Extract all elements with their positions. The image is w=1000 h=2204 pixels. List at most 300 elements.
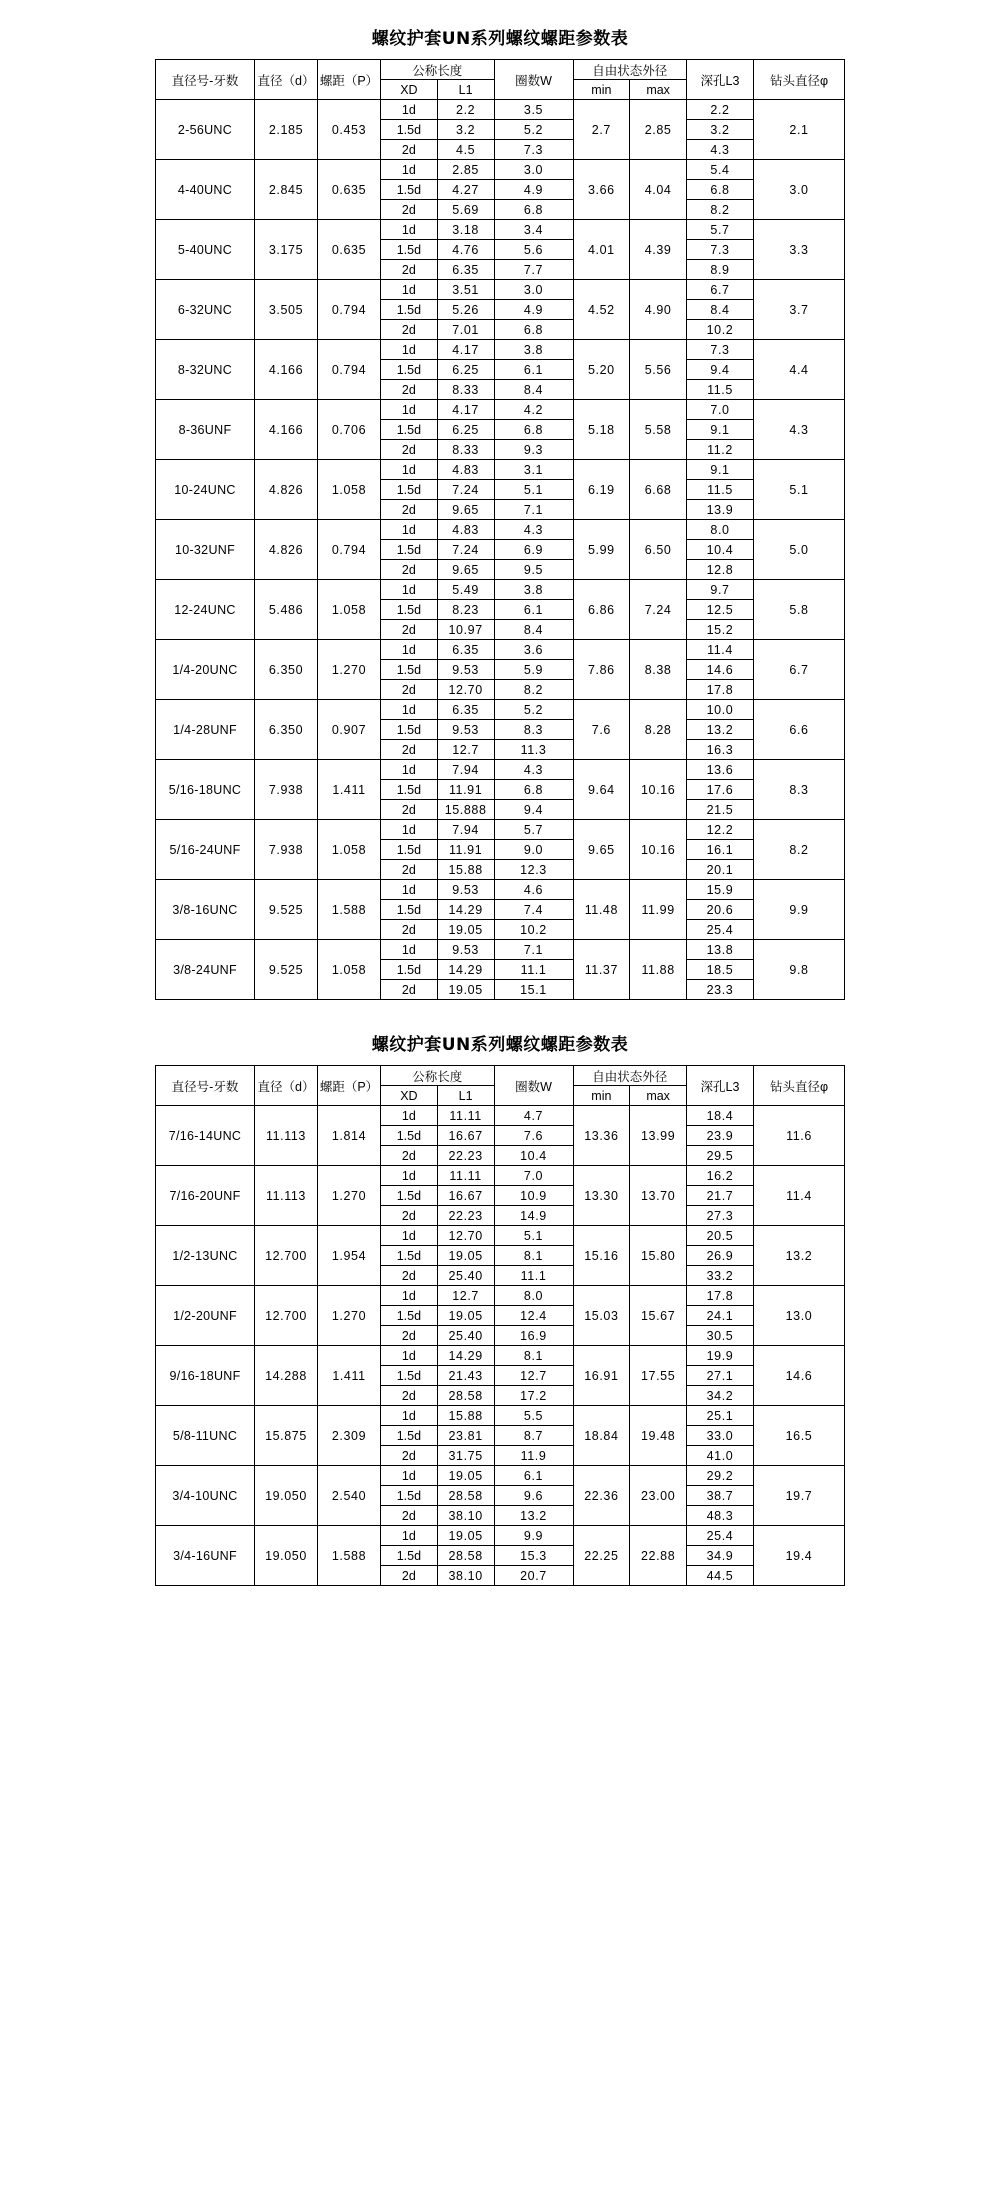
cell-diameter: 4.826 [255,520,318,580]
cell-drill: 8.3 [754,760,845,820]
cell-coils: 5.1 [494,1226,573,1246]
cell-coils: 5.2 [494,120,573,140]
cell-l3: 9.1 [687,460,754,480]
cell-xd: 2d [381,380,438,400]
table-row [156,1106,845,1126]
cell-xd: 1d [381,160,438,180]
cell-coils: 4.6 [494,880,573,900]
cell-diameter: 12.700 [255,1226,318,1286]
cell-l1: 19.05 [437,920,494,940]
cell-l3: 6.7 [687,280,754,300]
cell-coils: 8.1 [494,1346,573,1366]
table-row [156,340,845,360]
cell-l1: 21.43 [437,1366,494,1386]
cell-l3: 8.4 [687,300,754,320]
cell-xd: 2d [381,320,438,340]
cell-od-min: 2.7 [573,100,630,160]
cell-coils: 6.8 [494,320,573,340]
cell-l1: 3.51 [437,280,494,300]
cell-l1: 3.2 [437,120,494,140]
table-row [156,940,845,960]
cell-od-min: 22.25 [573,1526,630,1586]
cell-l3: 48.3 [687,1506,754,1526]
cell-l1: 28.58 [437,1486,494,1506]
cell-od-min: 16.91 [573,1346,630,1406]
cell-l3: 5.4 [687,160,754,180]
cell-drill: 13.0 [754,1286,845,1346]
cell-l3: 21.5 [687,800,754,820]
cell-l1: 5.49 [437,580,494,600]
cell-xd: 1.5d [381,240,438,260]
cell-coils: 12.7 [494,1366,573,1386]
cell-drill: 16.5 [754,1406,845,1466]
cell-od-max: 4.39 [630,220,687,280]
cell-designation: 3/8-16UNC [156,880,255,940]
header-free-od: 自由状态外径 [573,60,687,80]
cell-drill: 11.4 [754,1166,845,1226]
header-nominal-length: 公称长度 [381,60,495,80]
cell-l3: 13.8 [687,940,754,960]
cell-pitch: 1.411 [318,760,381,820]
cell-l3: 25.4 [687,920,754,940]
cell-xd: 1.5d [381,1486,438,1506]
cell-coils: 8.4 [494,620,573,640]
cell-l3: 16.1 [687,840,754,860]
cell-pitch: 0.907 [318,700,381,760]
cell-l3: 29.2 [687,1466,754,1486]
cell-l3: 8.2 [687,200,754,220]
header-pitch: 螺距（P） [318,60,381,100]
cell-coils: 14.9 [494,1206,573,1226]
cell-l3: 10.2 [687,320,754,340]
cell-od-min: 5.99 [573,520,630,580]
cell-xd: 1d [381,340,438,360]
cell-drill: 3.7 [754,280,845,340]
cell-xd: 1.5d [381,840,438,860]
cell-xd: 1.5d [381,480,438,500]
cell-xd: 1d [381,1526,438,1546]
cell-coils: 15.1 [494,980,573,1000]
cell-diameter: 7.938 [255,760,318,820]
cell-pitch: 1.814 [318,1106,381,1166]
cell-designation: 5/16-18UNC [156,760,255,820]
cell-xd: 2d [381,1386,438,1406]
cell-coils: 3.5 [494,100,573,120]
cell-designation: 5/16-24UNF [156,820,255,880]
cell-xd: 1.5d [381,720,438,740]
cell-l1: 25.40 [437,1326,494,1346]
cell-xd: 2d [381,1266,438,1286]
cell-coils: 16.9 [494,1326,573,1346]
cell-l1: 9.53 [437,880,494,900]
cell-coils: 3.1 [494,460,573,480]
table-row [156,100,845,120]
cell-coils: 7.1 [494,940,573,960]
cell-diameter: 5.486 [255,580,318,640]
cell-pitch: 1.270 [318,640,381,700]
cell-l1: 4.5 [437,140,494,160]
table-row [156,1466,845,1486]
cell-od-max: 2.85 [630,100,687,160]
cell-coils: 6.1 [494,600,573,620]
cell-coils: 8.1 [494,1246,573,1266]
cell-od-max: 5.58 [630,400,687,460]
cell-coils: 7.0 [494,1166,573,1186]
cell-xd: 1d [381,220,438,240]
cell-od-max: 15.67 [630,1286,687,1346]
cell-l3: 16.2 [687,1166,754,1186]
cell-od-min: 7.6 [573,700,630,760]
table-row [156,1406,845,1426]
cell-coils: 3.0 [494,280,573,300]
cell-l1: 15.88 [437,1406,494,1426]
cell-l1: 8.23 [437,600,494,620]
table-row [156,1166,845,1186]
cell-drill: 3.0 [754,160,845,220]
cell-od-max: 8.28 [630,700,687,760]
cell-coils: 5.6 [494,240,573,260]
cell-coils: 5.9 [494,660,573,680]
cell-diameter: 19.050 [255,1526,318,1586]
cell-l1: 23.81 [437,1426,494,1446]
cell-coils: 11.1 [494,960,573,980]
header-free-od: 自由状态外径 [573,1066,687,1086]
cell-l1: 2.2 [437,100,494,120]
cell-coils: 5.5 [494,1406,573,1426]
cell-xd: 1.5d [381,1126,438,1146]
cell-diameter: 3.505 [255,280,318,340]
cell-drill: 19.4 [754,1526,845,1586]
cell-drill: 9.9 [754,880,845,940]
cell-od-min: 11.37 [573,940,630,1000]
cell-od-max: 5.56 [630,340,687,400]
cell-diameter: 6.350 [255,700,318,760]
table-row [156,400,845,420]
cell-l1: 28.58 [437,1546,494,1566]
cell-l3: 26.9 [687,1246,754,1266]
cell-l1: 11.11 [437,1166,494,1186]
cell-drill: 5.1 [754,460,845,520]
cell-l3: 44.5 [687,1566,754,1586]
cell-drill: 8.2 [754,820,845,880]
cell-coils: 15.3 [494,1546,573,1566]
cell-coils: 3.0 [494,160,573,180]
cell-coils: 3.4 [494,220,573,240]
cell-xd: 2d [381,140,438,160]
cell-xd: 1d [381,1466,438,1486]
cell-l1: 28.58 [437,1386,494,1406]
cell-l3: 11.4 [687,640,754,660]
cell-l1: 12.70 [437,1226,494,1246]
cell-pitch: 0.635 [318,160,381,220]
cell-l3: 2.2 [687,100,754,120]
cell-l1: 12.70 [437,680,494,700]
cell-coils: 6.8 [494,420,573,440]
cell-xd: 1d [381,880,438,900]
cell-coils: 3.6 [494,640,573,660]
cell-coils: 7.1 [494,500,573,520]
cell-l3: 17.8 [687,680,754,700]
header-min: min [573,1086,630,1106]
cell-xd: 1.5d [381,1366,438,1386]
cell-l3: 6.8 [687,180,754,200]
header-pitch: 螺距（P） [318,1066,381,1106]
table-row [156,1526,845,1546]
cell-designation: 8-32UNC [156,340,255,400]
cell-diameter: 9.525 [255,940,318,1000]
cell-diameter: 2.185 [255,100,318,160]
cell-l1: 14.29 [437,1346,494,1366]
cell-od-min: 5.18 [573,400,630,460]
cell-od-min: 5.20 [573,340,630,400]
spec-table-block [0,24,1000,1000]
cell-pitch: 1.270 [318,1166,381,1226]
table-row [156,580,845,600]
cell-xd: 2d [381,620,438,640]
cell-l3: 9.4 [687,360,754,380]
cell-designation: 3/8-24UNF [156,940,255,1000]
cell-coils: 11.9 [494,1446,573,1466]
cell-xd: 1d [381,1166,438,1186]
cell-coils: 3.8 [494,580,573,600]
header-drill-diameter: 钻头直径φ [754,1066,845,1106]
cell-coils: 7.7 [494,260,573,280]
cell-l1: 7.01 [437,320,494,340]
cell-coils: 11.1 [494,1266,573,1286]
cell-xd: 2d [381,560,438,580]
cell-l3: 23.3 [687,980,754,1000]
cell-diameter: 19.050 [255,1466,318,1526]
cell-l3: 13.9 [687,500,754,520]
cell-diameter: 11.113 [255,1106,318,1166]
cell-l1: 16.67 [437,1126,494,1146]
header-l1: L1 [437,80,494,100]
cell-od-max: 22.88 [630,1526,687,1586]
cell-l1: 22.23 [437,1146,494,1166]
header-min: min [573,80,630,100]
cell-xd: 1d [381,460,438,480]
cell-xd: 1d [381,640,438,660]
cell-designation: 8-36UNF [156,400,255,460]
table-header-row-primary [156,60,845,80]
cell-coils: 9.9 [494,1526,573,1546]
cell-od-max: 23.00 [630,1466,687,1526]
cell-xd: 1.5d [381,420,438,440]
header-diameter: 直径（d） [255,1066,318,1106]
cell-xd: 1.5d [381,1306,438,1326]
cell-l1: 14.29 [437,900,494,920]
cell-l1: 19.05 [437,1306,494,1326]
cell-l3: 18.4 [687,1106,754,1126]
cell-drill: 11.6 [754,1106,845,1166]
cell-od-min: 15.16 [573,1226,630,1286]
cell-l1: 7.24 [437,480,494,500]
cell-l3: 11.5 [687,480,754,500]
cell-xd: 1.5d [381,660,438,680]
cell-l3: 9.1 [687,420,754,440]
table-row [156,760,845,780]
cell-xd: 2d [381,1446,438,1466]
cell-l3: 17.6 [687,780,754,800]
cell-coils: 6.1 [494,360,573,380]
cell-l3: 7.3 [687,340,754,360]
cell-l3: 33.0 [687,1426,754,1446]
cell-l1: 4.17 [437,340,494,360]
cell-l1: 19.05 [437,1466,494,1486]
cell-diameter: 11.113 [255,1166,318,1226]
cell-od-max: 6.50 [630,520,687,580]
cell-od-min: 11.48 [573,880,630,940]
table-header-row-primary [156,1066,845,1086]
cell-drill: 5.0 [754,520,845,580]
cell-pitch: 0.706 [318,400,381,460]
cell-coils: 9.0 [494,840,573,860]
table-row [156,880,845,900]
cell-l1: 5.26 [437,300,494,320]
cell-xd: 1d [381,400,438,420]
cell-l1: 7.94 [437,760,494,780]
cell-coils: 7.6 [494,1126,573,1146]
cell-od-max: 10.16 [630,760,687,820]
cell-coils: 8.3 [494,720,573,740]
cell-l1: 4.83 [437,460,494,480]
cell-l3: 15.2 [687,620,754,640]
cell-diameter: 12.700 [255,1286,318,1346]
cell-l1: 15.88 [437,860,494,880]
cell-xd: 2d [381,1206,438,1226]
cell-drill: 4.4 [754,340,845,400]
cell-drill: 6.6 [754,700,845,760]
cell-coils: 9.3 [494,440,573,460]
cell-xd: 2d [381,680,438,700]
cell-xd: 2d [381,740,438,760]
cell-l3: 8.0 [687,520,754,540]
cell-coils: 12.3 [494,860,573,880]
cell-l3: 23.9 [687,1126,754,1146]
table-title: 螺纹护套UN系列螺纹螺距参数表 [371,29,629,49]
cell-designation: 3/4-16UNF [156,1526,255,1586]
cell-l1: 31.75 [437,1446,494,1466]
cell-pitch: 1.588 [318,880,381,940]
cell-coils: 5.7 [494,820,573,840]
cell-pitch: 2.540 [318,1466,381,1526]
cell-coils: 8.7 [494,1426,573,1446]
cell-designation: 3/4-10UNC [156,1466,255,1526]
cell-pitch: 0.794 [318,280,381,340]
cell-designation: 1/4-20UNC [156,640,255,700]
cell-coils: 4.3 [494,520,573,540]
table-row [156,160,845,180]
cell-designation: 1/2-13UNC [156,1226,255,1286]
table-row [156,1346,845,1366]
cell-od-min: 9.65 [573,820,630,880]
cell-coils: 10.2 [494,920,573,940]
cell-coils: 9.4 [494,800,573,820]
cell-l3: 13.6 [687,760,754,780]
cell-pitch: 1.058 [318,460,381,520]
cell-l1: 16.67 [437,1186,494,1206]
cell-xd: 1.5d [381,1426,438,1446]
cell-l1: 11.11 [437,1106,494,1126]
cell-xd: 1.5d [381,780,438,800]
cell-xd: 2d [381,260,438,280]
cell-pitch: 1.954 [318,1226,381,1286]
cell-l1: 3.18 [437,220,494,240]
cell-drill: 4.3 [754,400,845,460]
cell-designation: 2-56UNC [156,100,255,160]
cell-drill: 3.3 [754,220,845,280]
cell-l1: 19.05 [437,1246,494,1266]
cell-coils: 3.8 [494,340,573,360]
cell-coils: 10.9 [494,1186,573,1206]
cell-l3: 29.5 [687,1146,754,1166]
cell-l3: 15.9 [687,880,754,900]
cell-od-min: 6.19 [573,460,630,520]
cell-coils: 4.2 [494,400,573,420]
cell-pitch: 1.270 [318,1286,381,1346]
cell-l3: 20.6 [687,900,754,920]
cell-xd: 1.5d [381,1186,438,1206]
cell-l3: 20.1 [687,860,754,880]
cell-diameter: 9.525 [255,880,318,940]
cell-od-max: 10.16 [630,820,687,880]
cell-pitch: 0.453 [318,100,381,160]
cell-coils: 8.0 [494,1286,573,1306]
cell-xd: 2d [381,1146,438,1166]
cell-l3: 5.7 [687,220,754,240]
cell-od-min: 13.30 [573,1166,630,1226]
cell-coils: 6.8 [494,200,573,220]
cell-od-min: 7.86 [573,640,630,700]
cell-l1: 7.24 [437,540,494,560]
cell-xd: 2d [381,860,438,880]
cell-drill: 13.2 [754,1226,845,1286]
cell-designation: 4-40UNC [156,160,255,220]
cell-xd: 1d [381,760,438,780]
cell-xd: 1d [381,1286,438,1306]
cell-designation: 9/16-18UNF [156,1346,255,1406]
cell-l3: 3.2 [687,120,754,140]
tables-container [0,24,1000,1586]
thread-insert-spec-table [155,1065,845,1586]
cell-l3: 14.6 [687,660,754,680]
cell-coils: 5.2 [494,700,573,720]
cell-l1: 11.91 [437,840,494,860]
cell-l3: 12.2 [687,820,754,840]
cell-od-max: 6.68 [630,460,687,520]
table-title: 螺纹护套UN系列螺纹螺距参数表 [371,1035,629,1055]
cell-l3: 9.7 [687,580,754,600]
cell-diameter: 3.175 [255,220,318,280]
cell-l3: 18.5 [687,960,754,980]
table-row [156,640,845,660]
cell-xd: 1d [381,580,438,600]
cell-designation: 5/8-11UNC [156,1406,255,1466]
header-drill-diameter: 钻头直径φ [754,60,845,100]
cell-xd: 1.5d [381,600,438,620]
cell-l3: 10.4 [687,540,754,560]
cell-pitch: 0.635 [318,220,381,280]
cell-l1: 22.23 [437,1206,494,1226]
cell-l3: 12.5 [687,600,754,620]
cell-coils: 7.3 [494,140,573,160]
cell-xd: 2d [381,500,438,520]
cell-designation: 6-32UNC [156,280,255,340]
cell-xd: 1.5d [381,1546,438,1566]
cell-pitch: 2.309 [318,1406,381,1466]
cell-l1: 38.10 [437,1566,494,1586]
cell-coils: 6.1 [494,1466,573,1486]
